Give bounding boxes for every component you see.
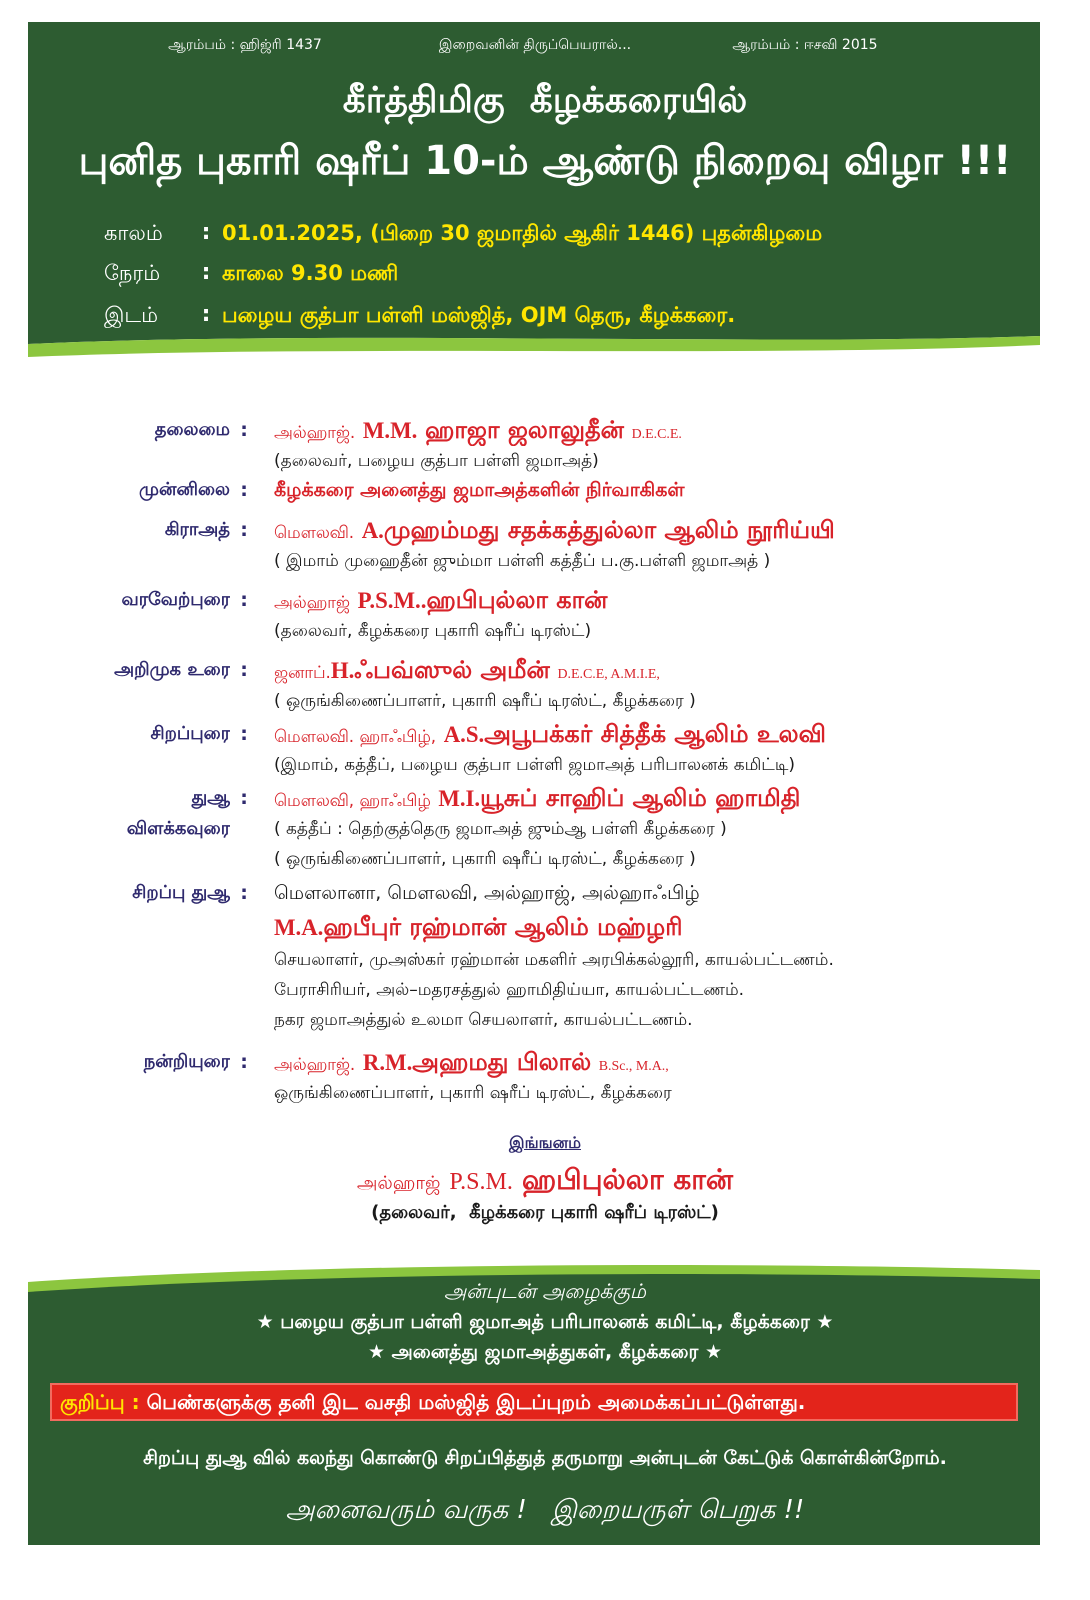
- row-label: சிறப்பு துஆ: [132, 882, 230, 903]
- row-value: [274, 718, 1034, 780]
- row-value: [274, 877, 1034, 1035]
- note-line: [52, 1385, 1016, 1419]
- speaker-name: [274, 514, 1034, 546]
- name-initials: M.A.: [274, 915, 324, 940]
- speaker-designation: ( ஒருங்கிணைப்பாளர், புகாரி ஷரீப் டிரஸ்ட், கீழக்கரை ): [274, 691, 696, 711]
- venue-separator: :: [201, 302, 211, 327]
- speaker-designation: ஒருங்கிணைப்பாளர், புகாரி ஷரீப் டிரஸ்ட், கீழக்கரை: [274, 1083, 672, 1103]
- event-title-line-1: கீர்த்திமிகு கீழக்கரையில்: [342, 80, 748, 121]
- row-separator: :: [240, 659, 248, 681]
- program-row-special-address: [0, 718, 1090, 775]
- date-label: காலம்: [104, 221, 163, 245]
- row-label: முன்னிலை: [139, 479, 230, 500]
- name-prefix: மௌலவி, ஹாஃபிழ்: [274, 790, 431, 810]
- presence-text: கீழக்கரை அனைத்து ஜமாஅத்களின் நிர்வாகிகள்: [274, 479, 685, 501]
- date-separator: :: [201, 220, 211, 245]
- row-value: [274, 474, 1034, 506]
- speaker-name: [274, 414, 1034, 446]
- row-label-line-2: விளக்கவுரை: [126, 818, 230, 839]
- name-main: ஹபீபுர் ரஹ்மான் ஆலிம் மஹ்ழரி: [323, 913, 683, 941]
- row-label-line-1: துஆ: [191, 787, 230, 808]
- host-committee: ★ பழைய குத்பா பள்ளி ஜமாஅத் பரிபாலனக் கமிட்டி, கீழக்கரை ★: [256, 1311, 834, 1333]
- row-value: [274, 414, 1034, 476]
- speaker-designation: நகர ஜமாஅத்துல் உலமா செயலாளர், காயல்பட்டணம்.: [274, 1010, 693, 1030]
- program-row-vote-of-thanks: [0, 1046, 1090, 1103]
- name-prefix: அல்ஹாஜ்: [274, 592, 350, 612]
- speaker-designation: ( இமாம் முஹைதீன் ஜும்மா பள்ளி கத்தீப் ப.கு.பள்ளி ஜமாஅத் ): [274, 551, 771, 571]
- name-main: அபூபக்கர் சித்தீக் ஆலிம் உலவி: [484, 720, 826, 748]
- name-initials: M.M.: [362, 418, 418, 443]
- speaker-designation: பேராசிரியர், அல்–மதரசத்துல் ஹாமிதிய்யா, காயல்பட்டணம்.: [274, 980, 745, 1000]
- time-label: நேரம்: [104, 261, 161, 285]
- program-row-special-dua: [0, 877, 1090, 1030]
- program-row-presiding: [0, 414, 1090, 471]
- name-main: ஹபிபுல்லா கான்: [521, 1163, 734, 1196]
- name-prefix: அல்ஹாஜ்.: [274, 422, 356, 442]
- row-separator: :: [240, 589, 248, 611]
- name-prefix: மௌலவி.: [274, 522, 355, 542]
- name-main: யூசுப் சாஹிப் ஆலிம் ஹாமிதி: [480, 784, 801, 812]
- row-label: கிராஅத்: [164, 519, 230, 540]
- row-separator: :: [240, 723, 248, 745]
- speaker-name: [274, 718, 1034, 750]
- slogan-text: அனைவரும் வருக ! இறையருள் பெறுக !!: [285, 1495, 805, 1525]
- row-separator: :: [240, 419, 248, 441]
- name-prefix: மௌலவி. ஹாஃபிழ்,: [274, 726, 437, 746]
- speaker-designation: செயலாளர், முஅஸ்கர் ரஹ்மான் மகளிர் அரபிக்கல்லூரி, காயல்பட்டணம்.: [274, 950, 834, 970]
- closing-heading-text: இங்ஙனம்: [509, 1133, 581, 1152]
- invocation-text: இறைவனின் திருப்பெயரால்...: [438, 37, 632, 53]
- row-separator: :: [240, 519, 248, 541]
- name-initials: H.: [330, 658, 355, 683]
- note-text: பெண்களுக்கு தனி இட வசதி மஸ்ஜித் இடப்புறம் அமைக்கப்பட்டுள்ளது.: [146, 1390, 806, 1414]
- speaker-name: [274, 584, 1034, 616]
- request-text: சிறப்பு துஆ வில் கலந்து கொண்டு சிறப்பித்துத் தருமாறு அன்புடன் கேட்டுக் கொள்கின்றோம்.: [143, 1447, 947, 1469]
- name-main: ஃபவ்ஸுல் அமீன்: [354, 656, 550, 684]
- row-label: சிறப்புரை: [150, 723, 230, 744]
- row-value: [274, 1046, 1034, 1108]
- row-label: தலைமை: [154, 419, 230, 440]
- host-name: [40, 1160, 1050, 1200]
- start-hijri-year: ஆரம்பம் : ஹிஜ்ரி 1437: [168, 37, 322, 53]
- name-prefix: அல்ஹாஜ்.: [274, 1054, 356, 1074]
- name-main: ஹாஜா ஜலாலுதீன்: [424, 416, 624, 444]
- program-row-dua-explanation: [0, 782, 1090, 869]
- row-value: [274, 654, 1034, 716]
- speaker-designation: (இமாம், கத்தீப், பழைய குத்பா பள்ளி ஜமாஅத் பரிபாலனக் கமிட்டி): [274, 755, 795, 775]
- program-row-recitation: [0, 514, 1090, 571]
- row-separator: :: [240, 882, 248, 904]
- note-label: குறிப்பு :: [60, 1390, 140, 1414]
- name-degree: B.Sc., M.A.,: [598, 1059, 669, 1074]
- name-initials: P.S.M.: [449, 1169, 513, 1195]
- name-initials: R.M.: [362, 1050, 413, 1075]
- speaker-name: [274, 909, 1034, 945]
- closing-heading: [0, 1130, 1090, 1156]
- row-separator: :: [240, 787, 248, 809]
- speaker-titles: மௌலானா, மௌலவி, அல்ஹாஜ், அல்ஹாஃபிழ்: [274, 882, 700, 904]
- name-initials: A.S.: [443, 722, 485, 747]
- row-value: [274, 782, 1034, 874]
- venue-label: இடம்: [104, 303, 159, 327]
- invite-caption: அன்புடன் அழைக்கும்: [444, 1279, 646, 1303]
- speaker-name: [274, 1046, 1034, 1078]
- name-degree: D.E.C.E.: [631, 427, 682, 442]
- name-prefix: ஜனாப்.: [274, 662, 331, 682]
- event-title-line-2: புனித புகாரி ஷரீப் 10-ம் ஆண்டு நிறைவு விழா !!!: [78, 138, 1012, 184]
- note-banner: [50, 1383, 1018, 1421]
- name-initials: A.: [361, 518, 384, 543]
- name-main: முஹம்மது சதக்கத்துல்லா ஆலிம் நூரிய்யி: [383, 516, 835, 544]
- name-main: ஹபிபுல்லா கான்: [426, 586, 608, 614]
- name-initials: M.I.: [438, 786, 481, 811]
- row-value: [274, 514, 1034, 576]
- venue-value: பழைய குத்பா பள்ளி மஸ்ஜித், OJM தெரு, கீழக்கரை.: [222, 303, 736, 327]
- row-separator: :: [240, 1051, 248, 1073]
- speaker-designation: ( ஒருங்கிணைப்பாளர், புகாரி ஷரீப் டிரஸ்ட், கீழக்கரை ): [274, 849, 696, 869]
- time-value: காலை 9.30 மணி: [222, 261, 399, 285]
- time-separator: :: [201, 260, 211, 285]
- speaker-name: [274, 782, 1034, 814]
- row-value: [274, 584, 1034, 646]
- date-value: 01.01.2025, (பிறை 30 ஜமாதில் ஆகிர் 1446) புதன்கிழமை: [222, 221, 823, 245]
- host-jamaaths: ★ அனைத்து ஜமாஅத்துகள், கீழக்கரை ★: [368, 1341, 722, 1363]
- name-degree: D.E.C.E, A.M.I.E,: [557, 667, 660, 682]
- row-separator: :: [240, 479, 248, 501]
- speaker-designation: (தலைவர், கீழக்கரை புகாரி ஷரீப் டிரஸ்ட்): [274, 621, 592, 641]
- program-row-introduction: [0, 654, 1090, 711]
- program-row-welcome: [0, 584, 1090, 641]
- speaker-designation: (தலைவர், பழைய குத்பா பள்ளி ஜமாஅத்): [274, 451, 599, 471]
- row-label: நன்றியுரை: [143, 1051, 230, 1072]
- program-row-presence: [0, 474, 1090, 501]
- name-initials: P.S.M..: [357, 588, 427, 613]
- name-prefix: அல்ஹாஜ்: [356, 1173, 441, 1194]
- speaker-name: [274, 654, 1034, 686]
- host-designation: (தலைவர், கீழக்கரை புகாரி ஷரீப் டிரஸ்ட்): [371, 1202, 719, 1223]
- start-gregorian-year: ஆரம்பம் : ஈசவி 2015: [732, 37, 878, 53]
- row-label: வரவேற்புரை: [121, 589, 230, 610]
- speaker-designation: ( கத்தீப் : தெற்குத்தெரு ஜமாஅத் ஜும்ஆ பள்ளி கீழக்கரை ): [274, 819, 727, 839]
- name-main: அஹமது பிலால்: [412, 1048, 592, 1076]
- row-label: அறிமுக உரை: [114, 659, 230, 680]
